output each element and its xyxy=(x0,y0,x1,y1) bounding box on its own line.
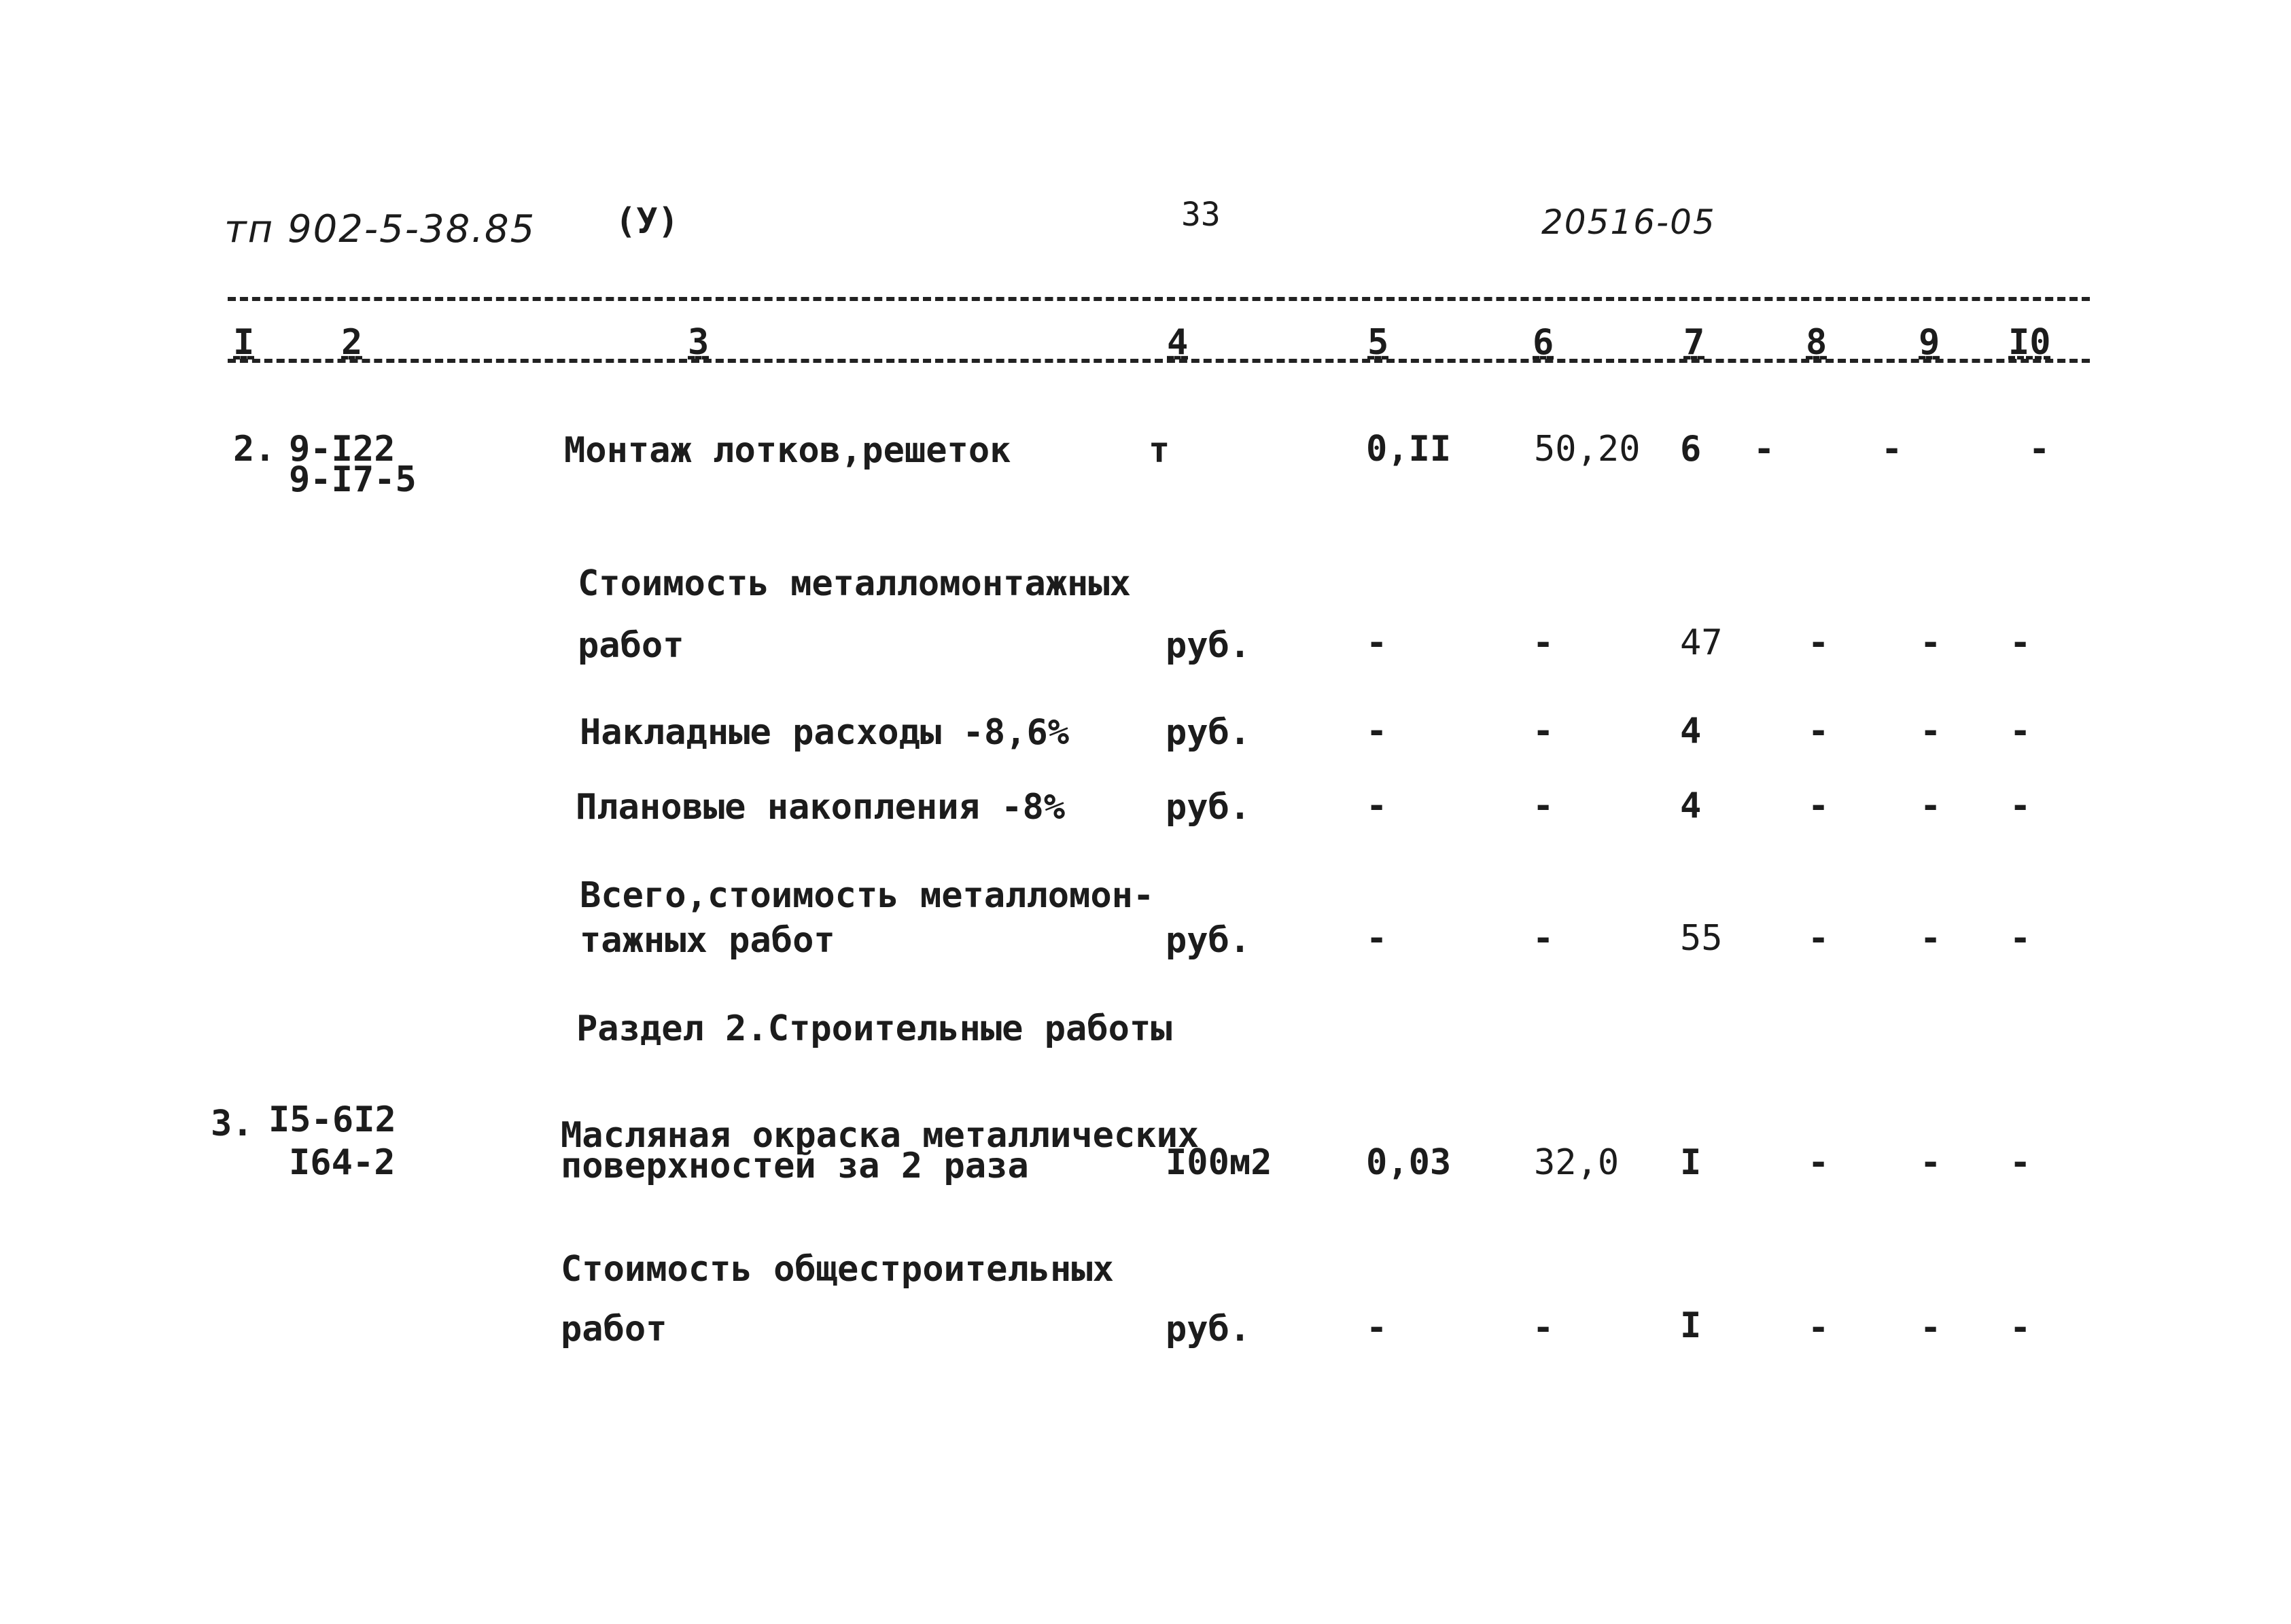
col8-value: - xyxy=(1753,429,1775,470)
total-cost: 6 xyxy=(1680,429,1702,470)
sheet-code: 20516-05 xyxy=(1541,202,1716,242)
rate-code: 9-I22 xyxy=(289,429,396,470)
total-cost: 4 xyxy=(1680,711,1702,752)
section-title: Раздел 2.Строительные работы xyxy=(576,1008,1172,1049)
unit-cost: 50,20 xyxy=(1534,429,1641,470)
work-name: Накладные расходы -8,6% xyxy=(580,712,1070,753)
unit-cost: - xyxy=(1533,622,1554,663)
col9-value: - xyxy=(1920,785,1942,826)
document-code: тп 902-5-38.85 xyxy=(224,207,536,251)
col8-value: - xyxy=(1808,918,1830,959)
work-name: работ xyxy=(578,625,684,666)
work-name: Стоимость общестроительных xyxy=(561,1249,1114,1290)
col9-value: - xyxy=(1920,711,1942,752)
work-name: тажных работ xyxy=(580,920,835,961)
work-name: Масляная окраска металлических xyxy=(561,1115,1200,1156)
unit: руб. xyxy=(1166,625,1251,666)
rate-code: I64-2 xyxy=(289,1142,396,1183)
unit-cost: 32,0 xyxy=(1534,1142,1620,1183)
col10-value: - xyxy=(2010,711,2031,752)
total-cost: 4 xyxy=(1680,785,1702,826)
unit: руб. xyxy=(1166,1309,1251,1349)
unit: руб. xyxy=(1166,787,1251,828)
unit: I00м2 xyxy=(1166,1142,1272,1183)
unit-cost: - xyxy=(1533,711,1554,752)
variant-mark: (У) xyxy=(615,201,679,242)
work-name: Стоимость металломонтажных xyxy=(578,563,1131,604)
col8-value: - xyxy=(1808,711,1830,752)
row-number: 3. xyxy=(211,1104,253,1144)
column-number: 6 xyxy=(1533,322,1554,363)
unit: руб. xyxy=(1166,712,1251,753)
col9-value: - xyxy=(1881,429,1903,470)
work-name: поверхностей за 2 раза xyxy=(561,1146,1029,1186)
column-number: 7 xyxy=(1683,322,1705,363)
quantity: - xyxy=(1366,918,1388,959)
col8-value: - xyxy=(1808,785,1830,826)
quantity: 0,II xyxy=(1366,429,1452,470)
col9-value: - xyxy=(1920,622,1942,663)
unit-cost: - xyxy=(1533,1307,1554,1348)
col10-value: - xyxy=(2010,1307,2031,1348)
unit-cost: - xyxy=(1533,918,1554,959)
col8-value: - xyxy=(1808,622,1830,663)
col9-value: - xyxy=(1920,918,1942,959)
quantity: - xyxy=(1366,711,1388,752)
total-cost: I xyxy=(1680,1305,1702,1346)
quantity: - xyxy=(1366,622,1388,663)
unit: руб. xyxy=(1166,920,1251,961)
quantity: - xyxy=(1366,1307,1388,1348)
unit: т xyxy=(1149,430,1170,471)
col9-value: - xyxy=(1920,1307,1942,1348)
col9-value: - xyxy=(1920,1142,1942,1183)
total-cost: I xyxy=(1680,1142,1702,1183)
col8-value: - xyxy=(1808,1142,1830,1183)
rate-code: I5-6I2 xyxy=(268,1099,396,1140)
page-number: 33 xyxy=(1181,196,1221,234)
work-name: Монтаж лотков,решеток xyxy=(564,430,1011,471)
rate-code: 9-I7-5 xyxy=(289,459,417,500)
column-number: I xyxy=(233,322,255,363)
col10-value: - xyxy=(2010,918,2031,959)
work-name: Плановые накопления -8% xyxy=(576,787,1066,828)
total-cost: 55 xyxy=(1680,918,1723,959)
column-number: 4 xyxy=(1167,322,1189,363)
column-number: 3 xyxy=(688,322,710,363)
header-rule-top xyxy=(228,297,2090,301)
total-cost: 47 xyxy=(1680,622,1723,663)
column-number: 9 xyxy=(1919,322,1940,363)
column-number: 5 xyxy=(1367,322,1389,363)
column-number: 8 xyxy=(1806,322,1827,363)
unit-cost: - xyxy=(1533,785,1554,826)
col8-value: - xyxy=(1808,1307,1830,1348)
col10-value: - xyxy=(2010,785,2031,826)
row-number: 2. xyxy=(233,429,276,470)
col10-value: - xyxy=(2010,622,2031,663)
col10-value: - xyxy=(2010,1142,2031,1183)
column-number: 2 xyxy=(341,322,363,363)
column-number: I0 xyxy=(2008,322,2051,363)
quantity: 0,03 xyxy=(1366,1142,1452,1183)
quantity: - xyxy=(1366,785,1388,826)
work-name: работ xyxy=(561,1309,667,1349)
col10-value: - xyxy=(2029,429,2050,470)
work-name: Всего,стоимость металломон- xyxy=(580,875,1155,916)
